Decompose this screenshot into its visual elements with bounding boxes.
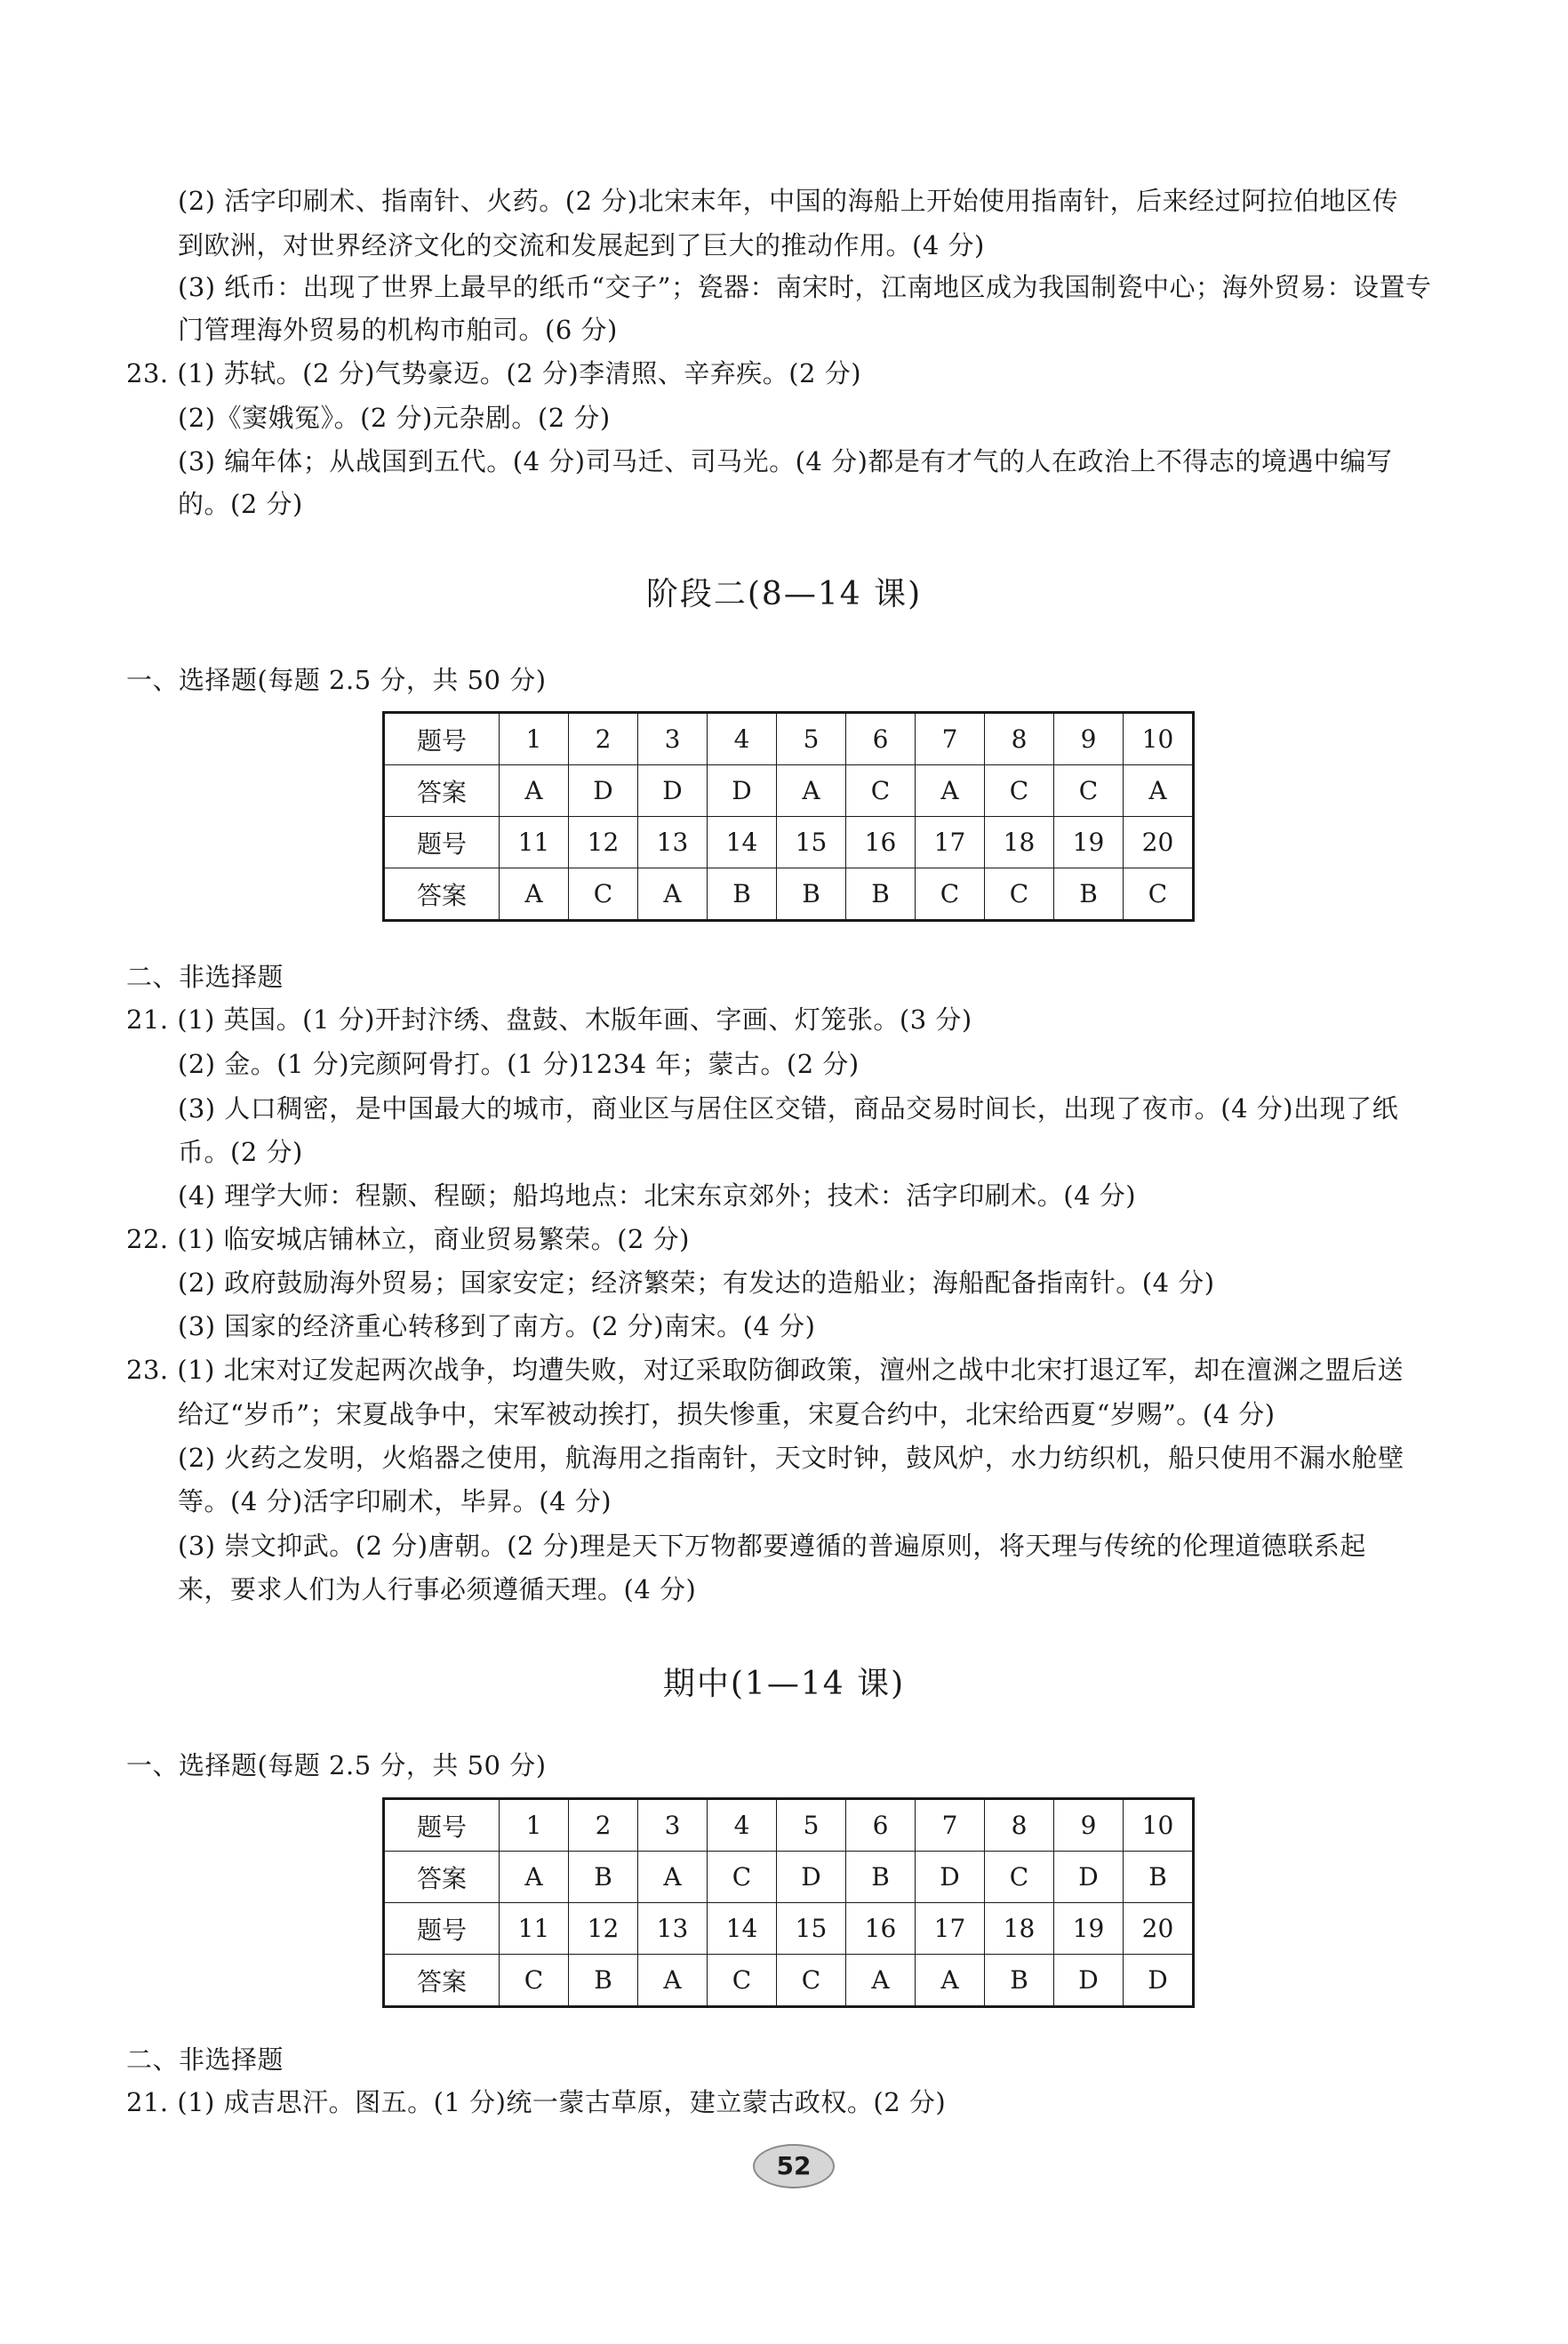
table-cell: 答案 <box>384 868 500 921</box>
table-cell: B <box>708 868 777 921</box>
table-cell: 17 <box>916 817 985 868</box>
table-cell: 16 <box>846 1903 916 1955</box>
table-cell: 13 <box>638 817 708 868</box>
table-cell: 2 <box>569 713 638 765</box>
table-cell: 13 <box>638 1903 708 1955</box>
table-cell: A <box>916 1955 985 2007</box>
answer-line: (3) 人口稠密，是中国最大的城市，商业区与居住区交错，商品交易时间长，出现了夜市。(4 分)出现了纸 <box>178 1093 1399 1124</box>
table-cell: B <box>569 1852 638 1903</box>
answer-line: 22. (1) 临安城店铺林立，商业贸易繁荣。(2 分) <box>126 1224 690 1254</box>
table-cell: 18 <box>985 817 1054 868</box>
table-cell: D <box>1054 1852 1124 1903</box>
answer-line: (2) 政府鼓励海外贸易；国家安定；经济繁荣；有发达的造船业；海船配备指南针。(4 分) <box>178 1268 1215 1298</box>
answer-line: 门管理海外贸易的机构市舶司。(6 分) <box>178 315 618 345</box>
table-cell: 答案 <box>384 1852 500 1903</box>
table-cell: A <box>846 1955 916 2007</box>
answer-line: 币。(2 分) <box>178 1137 303 1167</box>
table-cell: C <box>846 765 916 817</box>
nonchoice-heading: 二、非选择题 <box>126 2044 284 2075</box>
table-row <box>384 1955 1194 2007</box>
answer-line: 23. (1) 苏轼。(2 分)气势豪迈。(2 分)李清照、辛弃疾。(2 分) <box>126 358 862 388</box>
table-cell: D <box>1124 1955 1194 2007</box>
table-row <box>384 1852 1194 1903</box>
table-cell: A <box>777 765 846 817</box>
table-cell: 7 <box>916 1799 985 1852</box>
answer-line: (2) 金。(1 分)完颜阿骨打。(1 分)1234 年；蒙古。(2 分) <box>178 1049 860 1079</box>
table-cell: 17 <box>916 1903 985 1955</box>
answer-line: 到欧洲，对世界经济文化的交流和发展起到了巨大的推动作用。(4 分) <box>178 230 985 260</box>
section-title: 期中(1—14 课) <box>662 1666 906 1702</box>
table-cell: 1 <box>500 1799 569 1852</box>
table-cell: 15 <box>777 1903 846 1955</box>
table-cell: 题号 <box>384 1799 500 1852</box>
table-cell: 16 <box>846 817 916 868</box>
choice-heading: 一、选择题(每题 2.5 分，共 50 分) <box>126 665 547 695</box>
table-cell: 8 <box>985 1799 1054 1852</box>
table-cell: 题号 <box>384 713 500 765</box>
table-row <box>384 817 1194 868</box>
table-cell: 14 <box>708 1903 777 1955</box>
answer-table <box>382 1797 1195 2008</box>
table-cell: 10 <box>1124 713 1194 765</box>
table-cell: 1 <box>500 713 569 765</box>
table-cell: 5 <box>777 713 846 765</box>
table-cell: C <box>777 1955 846 2007</box>
table-cell: 20 <box>1124 817 1194 868</box>
table-cell: C <box>1124 868 1194 921</box>
table-cell: 4 <box>708 713 777 765</box>
table-cell: D <box>777 1852 846 1903</box>
table-cell: B <box>1054 868 1124 921</box>
answer-line: 等。(4 分)活字印刷术，毕昇。(4 分) <box>178 1486 612 1516</box>
answer-line: (2) 火药之发明，火焰器之使用，航海用之指南针，天文时钟，鼓风炉，水力纺织机，船只使用不漏水舱壁 <box>178 1443 1404 1473</box>
choice-heading: 一、选择题(每题 2.5 分，共 50 分) <box>126 1750 547 1780</box>
answer-line: 的。(2 分) <box>178 489 303 519</box>
answer-line: (3) 编年体；从战国到五代。(4 分)司马迁、司马光。(4 分)都是有才气的人在政治上不得志的境遇中编写 <box>178 446 1393 476</box>
table-cell: A <box>1124 765 1194 817</box>
answer-line: 21. (1) 英国。(1 分)开封汴绣、盘鼓、木版年画、字画、灯笼张。(3 分) <box>126 1004 972 1035</box>
table-cell: 5 <box>777 1799 846 1852</box>
table-cell: 11 <box>500 1903 569 1955</box>
table-cell: 20 <box>1124 1903 1194 1955</box>
table-cell: C <box>500 1955 569 2007</box>
table-cell: C <box>708 1955 777 2007</box>
table-cell: D <box>638 765 708 817</box>
table-row <box>384 1799 1194 1852</box>
table-cell: C <box>916 868 985 921</box>
table-cell: 8 <box>985 713 1054 765</box>
table-row <box>384 868 1194 921</box>
table-cell: B <box>777 868 846 921</box>
table-cell: 9 <box>1054 1799 1124 1852</box>
answer-line: 23. (1) 北宋对辽发起两次战争，均遭失败，对辽采取防御政策，澶州之战中北宋打退辽军，却在澶渊之盟后送 <box>126 1355 1404 1385</box>
table-cell: 14 <box>708 817 777 868</box>
table-cell: 3 <box>638 713 708 765</box>
table-cell: 6 <box>846 713 916 765</box>
table-cell: D <box>569 765 638 817</box>
answer-line: (4) 理学大师：程颢、程颐；船坞地点：北宋东京郊外；技术：活字印刷术。(4 分) <box>178 1180 1137 1211</box>
table-cell: D <box>708 765 777 817</box>
section-title: 阶段二(8—14 课) <box>645 576 923 612</box>
table-cell: 11 <box>500 817 569 868</box>
table-cell: B <box>846 868 916 921</box>
table-cell: D <box>916 1852 985 1903</box>
table-cell: A <box>638 1852 708 1903</box>
table-cell: 答案 <box>384 765 500 817</box>
table-cell: C <box>985 765 1054 817</box>
answer-line: (3) 纸币：出现了世界上最早的纸币“交子”；瓷器：南宋时，江南地区成为我国制瓷中心；海外贸易：设置专 <box>178 272 1432 302</box>
table-cell: A <box>500 1852 569 1903</box>
table-row <box>384 713 1194 765</box>
table-cell: A <box>916 765 985 817</box>
table-cell: 2 <box>569 1799 638 1852</box>
table-cell: 4 <box>708 1799 777 1852</box>
table-cell: C <box>985 868 1054 921</box>
table-cell: 9 <box>1054 713 1124 765</box>
table-cell: 7 <box>916 713 985 765</box>
table-cell: 19 <box>1054 817 1124 868</box>
table-cell: C <box>985 1852 1054 1903</box>
table-cell: 12 <box>569 1903 638 1955</box>
table-cell: B <box>985 1955 1054 2007</box>
table-cell: 10 <box>1124 1799 1194 1852</box>
answer-line: (2)《窦娥冤》。(2 分)元杂剧。(2 分) <box>178 403 611 433</box>
table-cell: C <box>569 868 638 921</box>
table-cell: 题号 <box>384 1903 500 1955</box>
nonchoice-heading: 二、非选择题 <box>126 962 284 992</box>
table-cell: 18 <box>985 1903 1054 1955</box>
table-cell: 题号 <box>384 817 500 868</box>
table-cell: 3 <box>638 1799 708 1852</box>
table-cell: B <box>1124 1852 1194 1903</box>
page-number: 52 <box>753 2144 835 2188</box>
table-cell: A <box>500 765 569 817</box>
table-cell: 6 <box>846 1799 916 1852</box>
table-cell: C <box>708 1852 777 1903</box>
table-cell: 12 <box>569 817 638 868</box>
table-cell: 15 <box>777 817 846 868</box>
table-cell: B <box>846 1852 916 1903</box>
answer-table <box>382 711 1195 922</box>
table-cell: A <box>638 868 708 921</box>
answer-line: (2) 活字印刷术、指南针、火药。(2 分)北宋末年，中国的海船上开始使用指南针，后来经过阿拉伯地区传 <box>178 186 1399 216</box>
table-cell: C <box>1054 765 1124 817</box>
answer-line: 给辽“岁币”；宋夏战争中，宋军被动挨打，损失惨重，宋夏合约中，北宋给西夏“岁赐”。(4 分) <box>178 1399 1276 1429</box>
answer-line: 21. (1) 成吉思汗。图五。(1 分)统一蒙古草原，建立蒙古政权。(2 分) <box>126 2087 947 2117</box>
table-row <box>384 765 1194 817</box>
table-cell: 19 <box>1054 1903 1124 1955</box>
table-cell: A <box>638 1955 708 2007</box>
table-cell: 答案 <box>384 1955 500 2007</box>
table-cell: D <box>1054 1955 1124 2007</box>
table-cell: A <box>500 868 569 921</box>
answer-line: (3) 国家的经济重心转移到了南方。(2 分)南宋。(4 分) <box>178 1311 816 1341</box>
table-row <box>384 1903 1194 1955</box>
answer-line: 来，要求人们为人行事必须遵循天理。(4 分) <box>178 1574 697 1604</box>
table-cell: B <box>569 1955 638 2007</box>
answer-line: (3) 崇文抑武。(2 分)唐朝。(2 分)理是天下万物都要遵循的普遍原则，将天理与传统的伦理道德联系起 <box>178 1531 1366 1561</box>
